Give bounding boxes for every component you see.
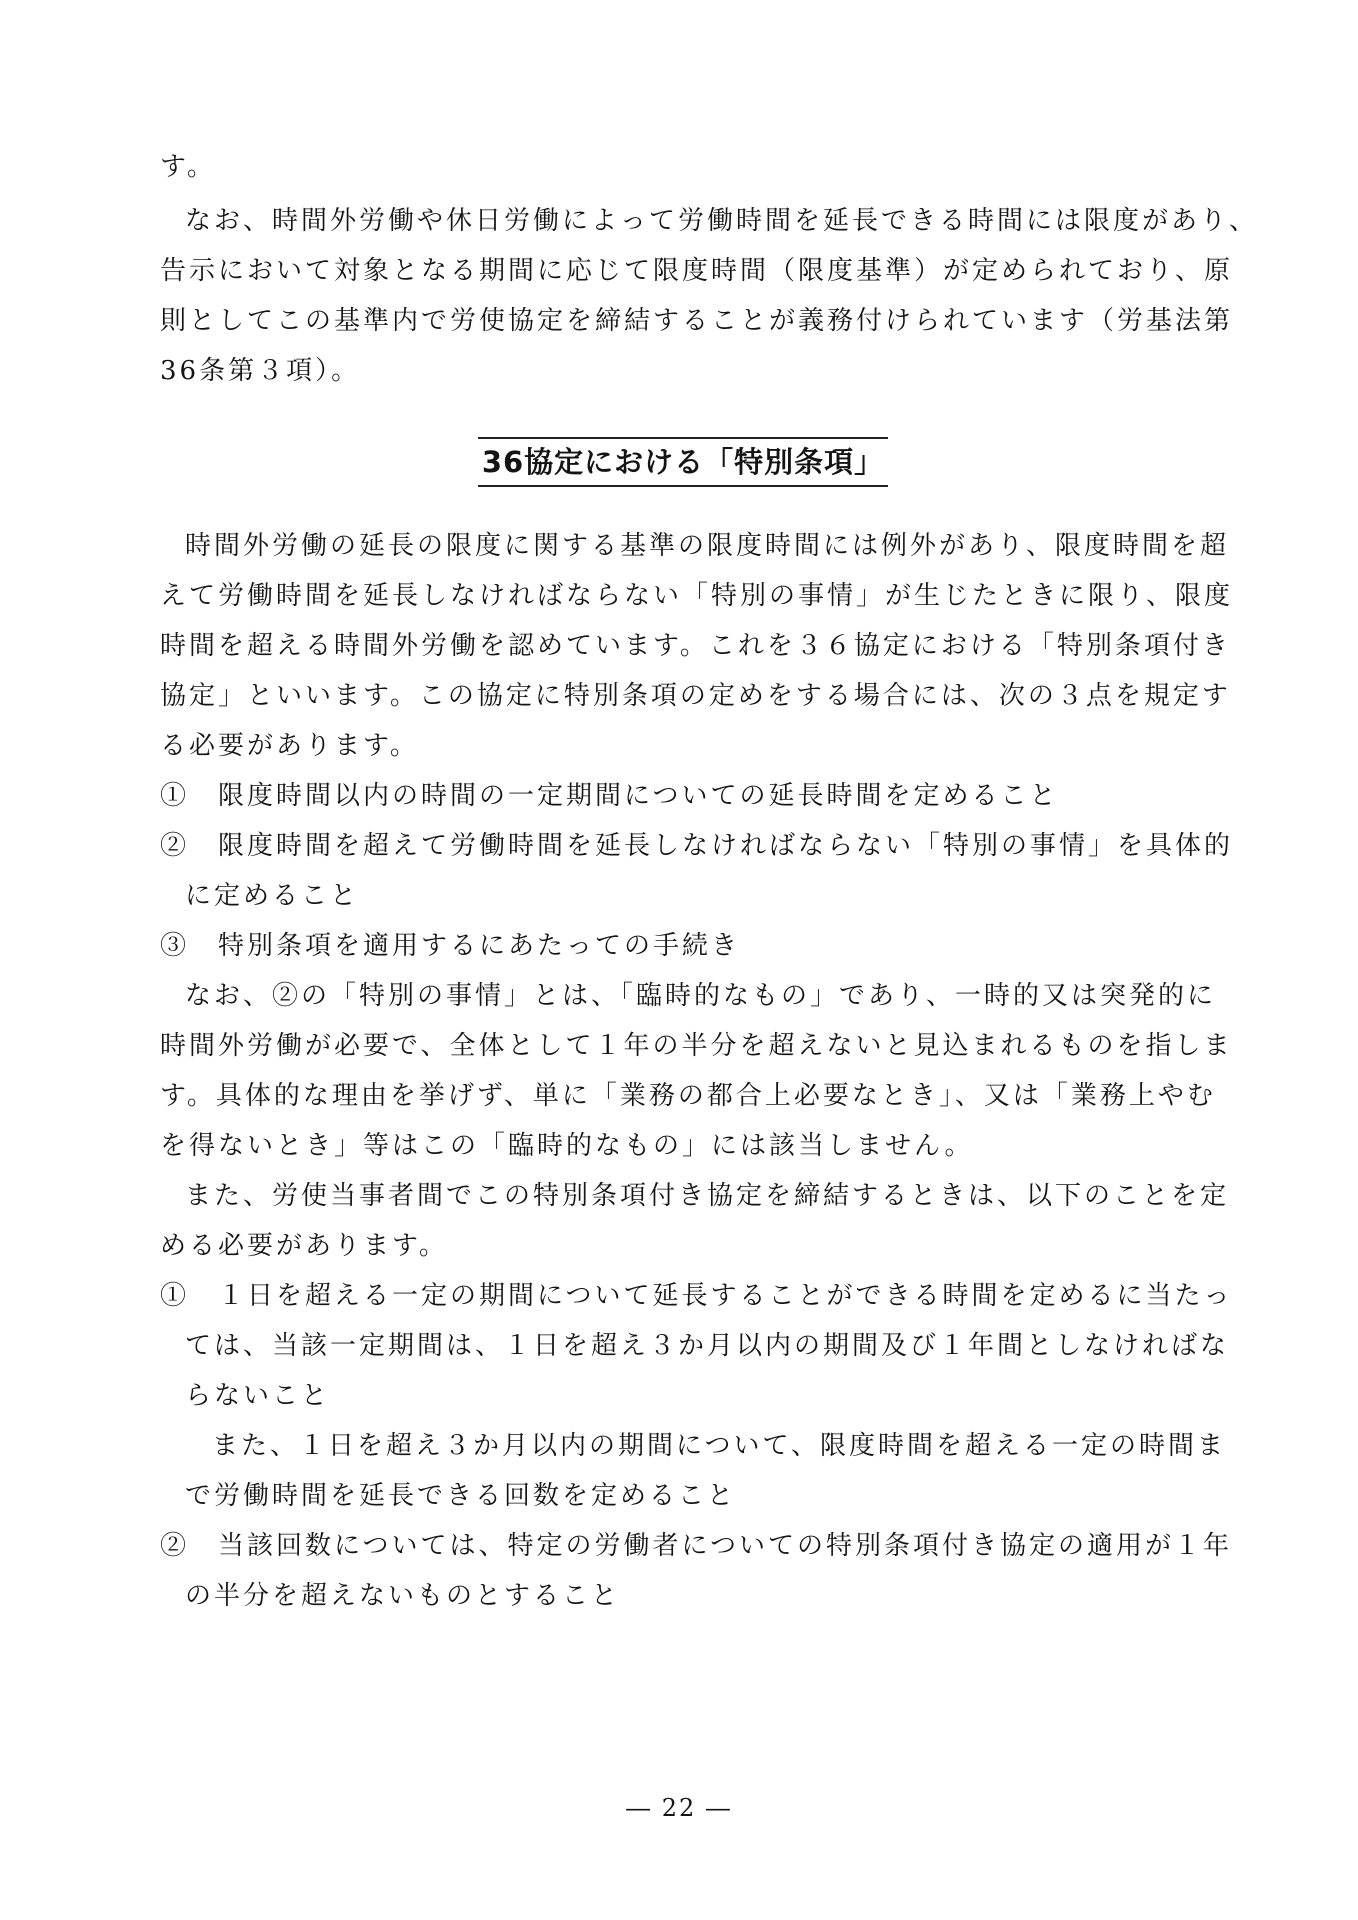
list-item-continuation: ては、当該一定期間は、１日を超え３か月以内の期間及び１年間としなければな: [185, 1331, 1230, 1361]
paragraph-line: なお、②の「特別の事情」とは、「臨時的なもの」であり、一時的又は突発的に: [185, 981, 1217, 1011]
list-item-continuation: らないこと: [185, 1381, 331, 1411]
list-item: ② 限度時間を超えて労働時間を延長しなければならない「特別の事情」を具体的: [160, 831, 1234, 861]
intro-line: 告示において対象となる期間に応じて限度時間（限度基準）が定められており、原: [160, 256, 1234, 286]
list-item-note: また、１日を超え３か月以内の期間について、限度時間を超える一定の時間ま: [212, 1431, 1226, 1461]
paragraph-line: 協定」といいます。この協定に特別条項の定めをする場合には、次の３点を規定す: [160, 681, 1231, 711]
paragraph-line: る必要があります。: [160, 731, 419, 761]
list-item-continuation: の半分を超えないものとすること: [185, 1581, 621, 1611]
list-item: ① 限度時間以内の時間の一定期間についての延長時間を定めること: [160, 781, 1059, 811]
paragraph-line: める必要があります。: [160, 1231, 448, 1261]
list-item-continuation: に定めること: [185, 881, 360, 911]
list-item: ③ 特別条項を適用するにあたっての手続き: [160, 931, 741, 961]
list-item: ② 当該回数については、特定の労働者についての特別条項付き協定の適用が１年: [160, 1531, 1232, 1561]
paragraph-line: 時間を超える時間外労働を認めています。これを３６協定における「特別条項付き: [160, 631, 1231, 661]
intro-line: す。: [160, 152, 216, 182]
paragraph-line: を得ないとき」等はこの「臨時的なもの」には該当しません。: [160, 1131, 974, 1161]
intro-line: 則としてこの基準内で労使協定を締結することが義務付けられています（労基法第: [160, 306, 1234, 336]
paragraph-line: えて労働時間を延長しなければならない「特別の事情」が生じたときに限り、限度: [160, 581, 1234, 611]
page-number: ― 22 ―: [626, 1794, 732, 1822]
paragraph-line: また、労使当事者間でこの特別条項付き協定を締結するときは、以下のことを定: [185, 1181, 1230, 1211]
section-heading: 36協定における「特別条項」: [478, 437, 888, 487]
list-item-continuation: で労働時間を延長できる回数を定めること: [185, 1481, 737, 1511]
paragraph-line: 時間外労働の延長の限度に関する基準の限度時間には例外があり、限度時間を超: [185, 531, 1230, 561]
intro-line: なお、時間外労働や休日労働によって労働時間を延長できる時間には限度があり、: [185, 206, 1259, 236]
paragraph-line: す。具体的な理由を挙げず、単に「業務の都合上必要なとき」、又は「業務上やむ: [160, 1081, 1216, 1111]
intro-line: 36条第３項）。: [160, 356, 361, 386]
list-item: ① １日を超える一定の期間について延長することができる時間を定めるに当たっ: [160, 1281, 1233, 1311]
paragraph-line: 時間外労働が必要で、全体として１年の半分を超えないと見込まれるものを指しま: [160, 1031, 1233, 1061]
